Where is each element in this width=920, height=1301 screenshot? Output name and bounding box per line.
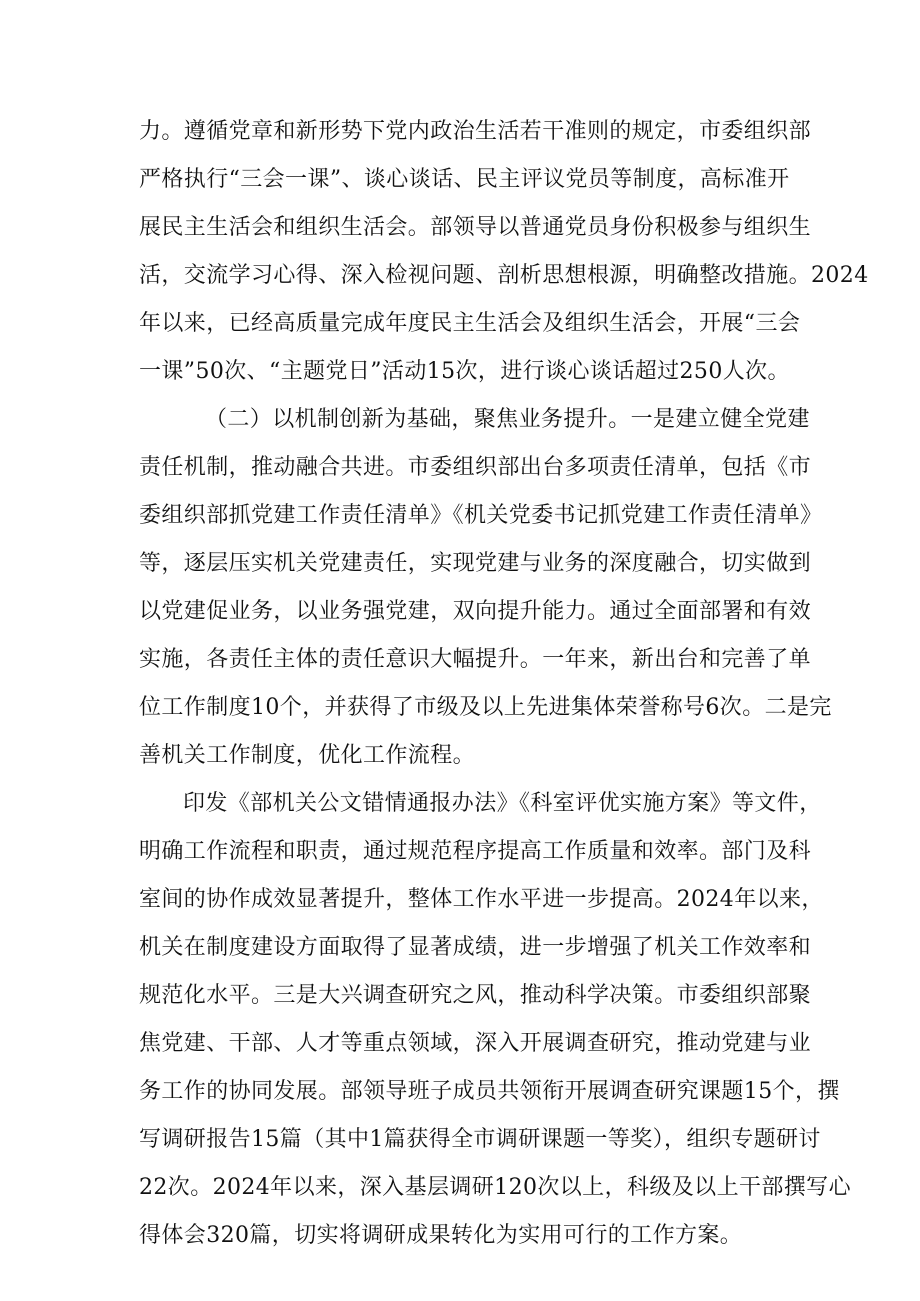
- text-line-1: 力。遵循党章和新形势下党内政治生活若干准则的规定，市委组织部: [139, 119, 812, 144]
- text-line-8: 责任机制，推动融合共进。市委组织部出台多项责任清单，包括《市: [139, 455, 812, 480]
- text-line-17: 室间的协作成效显著提升，整体工作水平进一步提高。2024年以来，: [139, 887, 824, 912]
- text-line-23: 22次。2024年以来，深入基层调研120次以上，科级及以上干部撰写心: [139, 1175, 851, 1200]
- section-heading-line: （二）以机制创新为基础，聚焦业务提升。一是建立健全党建: [205, 407, 810, 432]
- text-line-13: 位工作制度10个，并获得了市级及以上先进集体荣誉称号6次。二是完: [139, 695, 832, 720]
- text-line-3: 展民主生活会和组织生活会。部领导以普通党员身份积极参与组织生: [139, 215, 812, 240]
- paragraph-start-line: 印发《部机关公文错情通报办法》《科室评优实施方案》等文件，: [183, 791, 822, 816]
- text-line-4: 活，交流学习心得、深入检视问题、剖析思想根源，明确整改措施。2024: [139, 263, 869, 288]
- text-line-5: 年以来，已经高质量完成年度民主生活会及组织生活会，开展“三会: [139, 311, 801, 336]
- text-line-12: 实施，各责任主体的责任意识大幅提升。一年来，新出台和完善了单: [139, 647, 812, 672]
- text-line-10: 等，逐层压实机关党建责任，实现党建与业务的深度融合，切实做到: [139, 551, 812, 576]
- text-line-6: 一课”50次、“主题党日”活动15次，进行谈心谈话超过250人次。: [139, 359, 790, 384]
- text-line-24: 得体会320篇，切实将调研成果转化为实用可行的工作方案。: [139, 1223, 743, 1248]
- text-line-11: 以党建促业务，以业务强党建，双向提升能力。通过全面部署和有效: [139, 599, 812, 624]
- text-line-2: 严格执行“三会一课”、谈心谈话、民主评议党员等制度，高标准开: [139, 167, 790, 192]
- text-line-22: 写调研报告15篇（其中1篇获得全市调研课题一等奖），组织专题研讨: [139, 1127, 821, 1152]
- text-line-19: 规范化水平。三是大兴调查研究之风，推动科学决策。市委组织部聚: [139, 983, 812, 1008]
- text-line-20: 焦党建、干部、人才等重点领域，深入开展调查研究，推动党建与业: [139, 1031, 812, 1056]
- text-line-9: 委组织部抓党建工作责任清单》《机关党委书记抓党建工作责任清单》: [139, 503, 823, 528]
- text-line-16: 明确工作流程和职责，通过规范程序提高工作质量和效率。部门及科: [139, 839, 812, 864]
- text-line-14: 善机关工作制度，优化工作流程。: [139, 743, 476, 768]
- text-line-18: 机关在制度建设方面取得了显著成绩，进一步增强了机关工作效率和: [139, 935, 812, 960]
- text-line-21: 务工作的协同发展。部领导班子成员共领衔开展调查研究课题15个，撰: [139, 1079, 840, 1104]
